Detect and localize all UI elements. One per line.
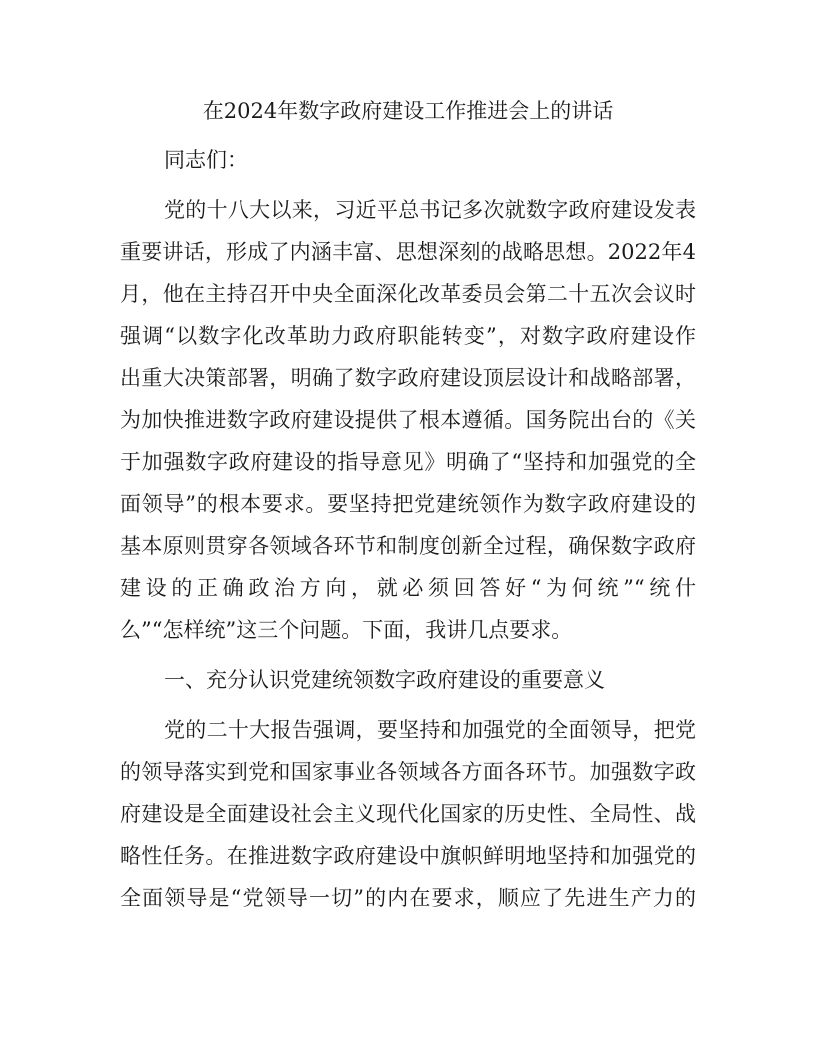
paragraph-line: 建设的正确政治方向，就必须回答好“为何统”“统什 [120, 576, 696, 600]
paragraph-line: 月，他在主持召开中央全面深化改革委员会第二十五次会议时 [120, 282, 696, 306]
paragraph-line: 为加快推进数字政府建设提供了根本遵循。国务院出台的《关 [120, 408, 696, 432]
paragraph-line: 的领导落实到党和国家事业各领域各方面各环节。加强数字政 [120, 760, 696, 784]
paragraph-line: 略性任务。在推进数字政府建设中旗帜鲜明地坚持和加强党的 [120, 844, 696, 868]
paragraph-line: 重要讲话，形成了内涵丰富、思想深刻的战略思想。2022年4 [120, 240, 696, 264]
section-heading-1: 一、充分认识党建统领数字政府建设的重要意义 [164, 668, 605, 692]
paragraph-line: 全面领导是“党领导一切”的内在要求，顺应了先进生产力的 [120, 886, 696, 910]
paragraph-line: 强调“以数字化改革助力政府职能转变”，对数字政府建设作 [120, 324, 696, 348]
paragraph-line: 党的十八大以来，习近平总书记多次就数字政府建设发表 [164, 198, 696, 222]
paragraph-line: 么”“怎样统”这三个问题。下面，我讲几点要求。 [120, 618, 573, 642]
paragraph-line: 面领导”的根本要求。要坚持把党建统领作为数字政府建设的 [120, 492, 696, 516]
document-title: 在2024年数字政府建设工作推进会上的讲话 [202, 99, 614, 123]
paragraph-line: 于加强数字政府建设的指导意见》明确了“坚持和加强党的全 [120, 450, 696, 474]
paragraph-line: 出重大决策部署，明确了数字政府建设顶层设计和战略部署， [120, 366, 696, 390]
paragraph-line: 府建设是全面建设社会主义现代化国家的历史性、全局性、战 [120, 802, 696, 826]
paragraph-line: 基本原则贯穿各领域各环节和制度创新全过程，确保数字政府 [120, 534, 696, 558]
paragraph-line: 党的二十大报告强调，要坚持和加强党的全面领导，把党 [164, 718, 696, 742]
salutation: 同志们： [164, 148, 248, 172]
